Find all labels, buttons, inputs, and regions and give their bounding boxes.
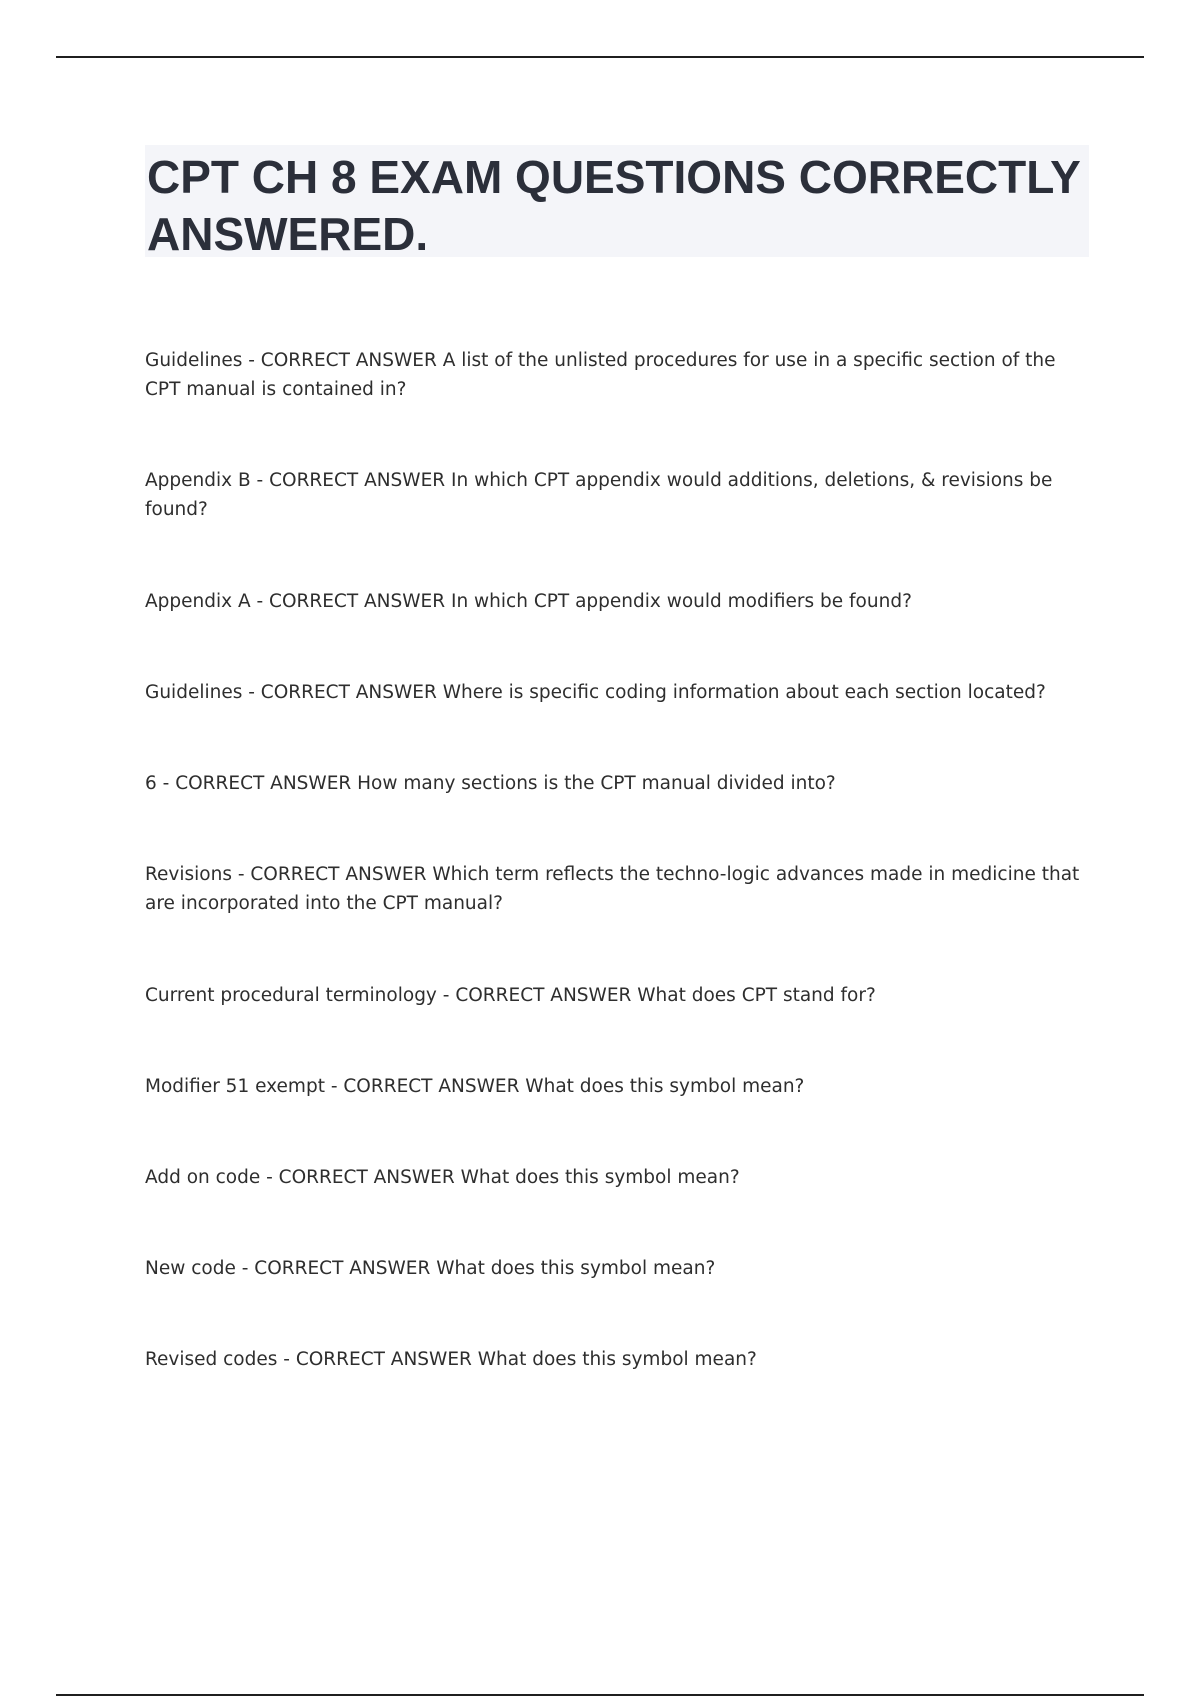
qa-item-8: Modifier 51 exempt - CORRECT ANSWER What does this symbol mean? xyxy=(145,1076,805,1097)
title-banner xyxy=(145,145,1089,260)
qa-item-3: Appendix A - CORRECT ANSWER In which CPT appendix would modifiers be found? xyxy=(145,591,912,612)
qa-item-6: Revisions - CORRECT ANSWER Which term reflects the techno-logic advances made in medicine that are incorporated into the CPT manual? xyxy=(145,864,1080,914)
qa-item-10: New code - CORRECT ANSWER What does this symbol mean? xyxy=(145,1258,716,1279)
qa-item-11: Revised codes - CORRECT ANSWER What does this symbol mean? xyxy=(145,1349,757,1370)
qa-item-2: Appendix B - CORRECT ANSWER In which CPT appendix would additions, deletions, & revisions be found? xyxy=(145,470,1053,520)
qa-item-7: Current procedural terminology - CORRECT ANSWER What does CPT stand for? xyxy=(145,985,876,1006)
qa-item-4: Guidelines - CORRECT ANSWER Where is specific coding information about each section located? xyxy=(145,682,1046,703)
qa-item-9: Add on code - CORRECT ANSWER What does this symbol mean? xyxy=(145,1167,740,1188)
qa-item-5: 6 - CORRECT ANSWER How many sections is the CPT manual divided into? xyxy=(145,773,836,794)
top-divider xyxy=(56,56,1144,58)
qa-item-1: Guidelines - CORRECT ANSWER A list of the unlisted procedures for use in a specific section of the CPT manual is contained in? xyxy=(145,350,1056,400)
bottom-divider xyxy=(56,1694,1144,1696)
qa-list xyxy=(145,346,1089,1374)
page-title: CPT CH 8 EXAM QUESTIONS CORRECTLY ANSWERED. xyxy=(147,151,1080,260)
